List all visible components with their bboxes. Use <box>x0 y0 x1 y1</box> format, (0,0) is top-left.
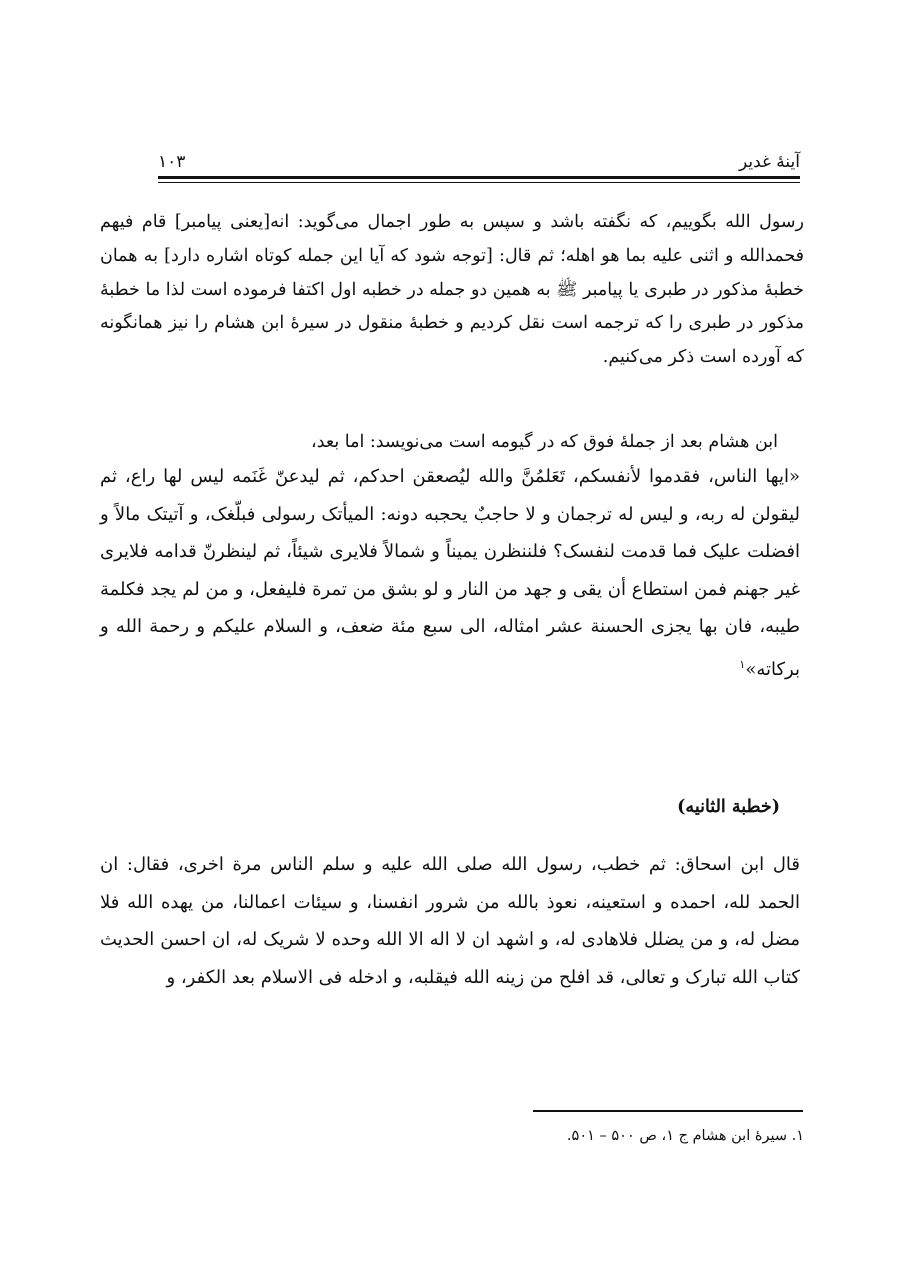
quoted-sermon <box>100 458 800 688</box>
body-paragraph-1: رسول الله بگوییم، که نگفته باشد و سپس به طور اجمال می‌گوید: انه[یعنی پیامبر] قام فیهم فحمدالله و اثنی علیه بما هو اهله؛ ثم قال: [توجه شود که آیا این جمله کوتاه اشاره دارد] به همان خطبۀ مذکور در طبری یا پیامبر ﷺ به همین دو جمله در خطبه اول اکتفا فرموده است لذا ما خطبۀ مذکور در طبری را که ترجمه است نقل کردیم و خطبۀ منقول در سیرۀ ابن هشام را نیز همانگونه که آورده است ذکر می‌کنیم. <box>100 212 804 368</box>
section-title: (خطبة الثانیه) <box>677 797 780 817</box>
body-paragraph-2: ابن هشام بعد از جملۀ فوق که در گیومه است می‌نویسد: اما بعد، <box>311 432 778 452</box>
quote-text: «ایها الناس، فقدموا لأنفسکم، تَعَلمُنَّ والله لیُصعقن احدکم، ثم لیدعنّ غَنَمه لیس لها راع، ثم لیقولن له ربه، و لیس له ترجمان و لا حاجبٌ یحجبه دونه: المیأتک رسولی فبلّغک، و آتیتک مالاً و افضلت علیک فما قدمت لنفسک؟ فلننظرن یمیناً و شمالاً فلایری شیئاً، ثم لینظرنّ قدامه فلایری غیر جهنم فمن استطاع أن یقی و جهد من النار و لو بشق من تمرة فلیفعل، و من لم یجد فکلمة طیبه، فان بها یجزی الحسنة عشر امثاله، الی سبع مئة ضعف، و السلام علیکم و رحمة الله و برکاته» <box>100 466 800 680</box>
page-number: ۱۰۳ <box>158 152 186 172</box>
header-rule-thick <box>158 176 800 179</box>
header-rule-thin <box>158 182 800 183</box>
running-title: آینۀ غدیر <box>738 152 800 172</box>
body-paragraph-3: قال ابن اسحاق: ثم خطب، رسول الله صلی الله علیه و سلم الناس مرة اخری، فقال: ان الحمد لله، احمده و استعینه، نعوذ بالله من شرور انفسنا، و سیئات اعمالنا، من یهده الله فلا مضل له، و من یضلل فلاهادی له، و اشهد ان لا اله الا الله وحده لا شریک له، ان احسن الحدیث کتاب الله تبارک و تعالی، قد افلح من زینه الله فیقلبه، و ادخله فی الاسلام بعد الکفر، و <box>100 854 800 988</box>
footnote-separator <box>533 1110 803 1112</box>
footnote: ۱. سیرۀ ابن هشام ج ۱، ص ۵۰۰ – ۵۰۱. <box>566 1128 804 1144</box>
page-header <box>158 138 800 172</box>
footnote-marker: ۱ <box>739 657 746 671</box>
